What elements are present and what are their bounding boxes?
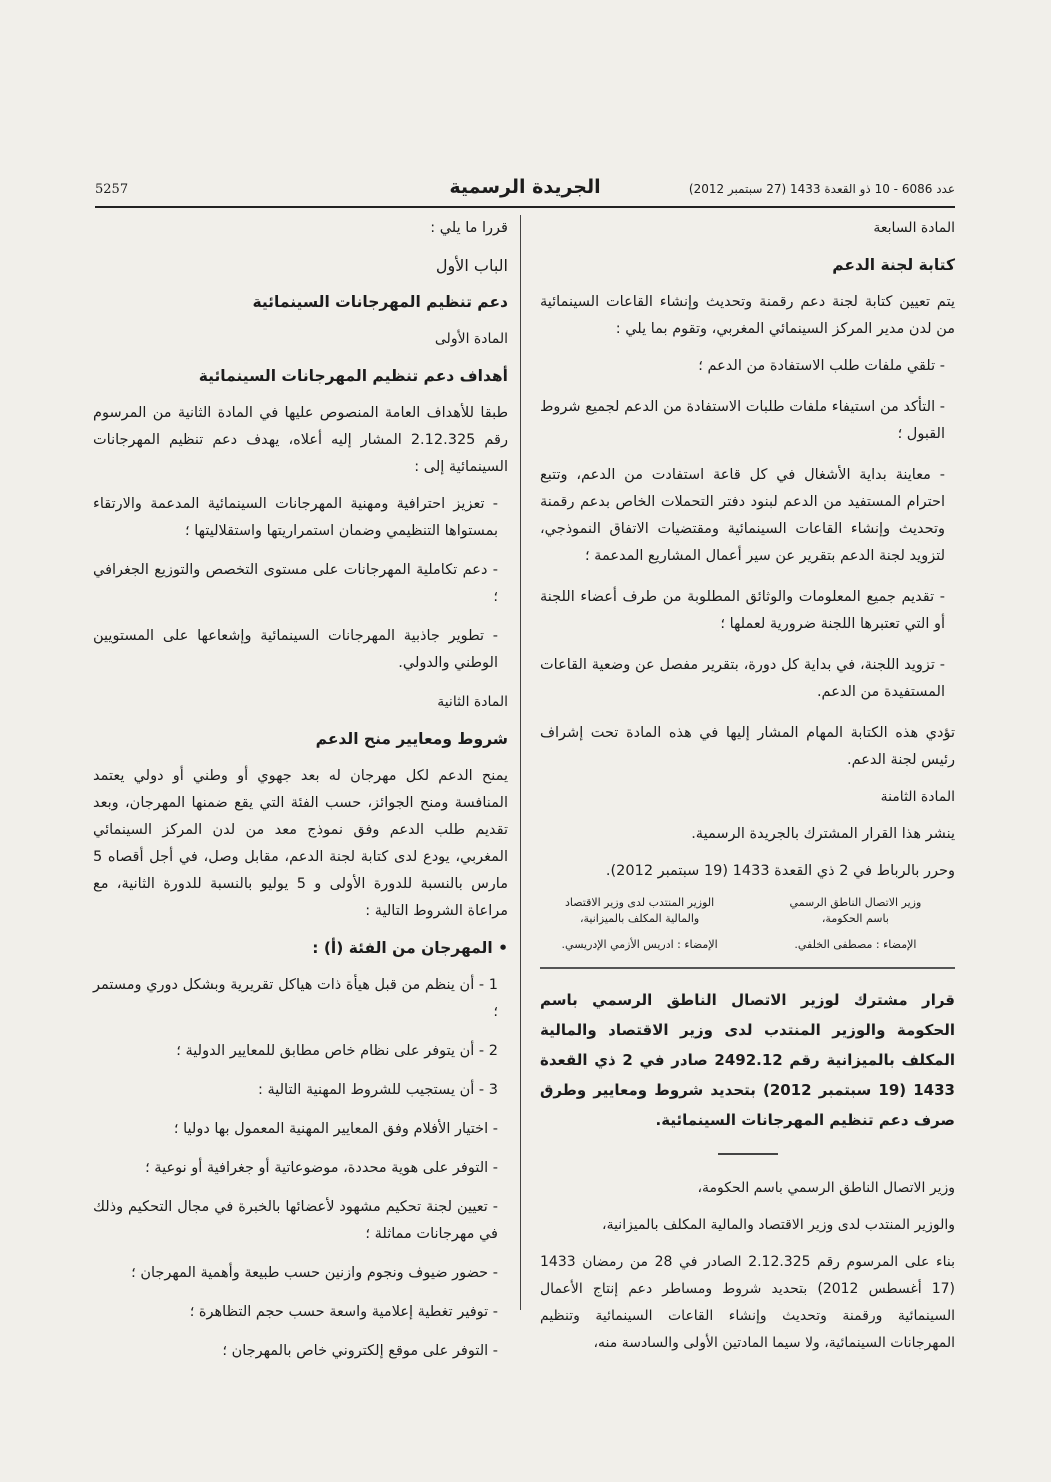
preamble-line: وزير الاتصال الناطق الرسمي باسم الحكومة، bbox=[697, 1180, 955, 1196]
list-item: - معاينة بداية الأشغال في كل قاعة استفادت من الدعم، وتتبع احترام المستفيد من الدعم لبنود دفتر التحملات الخاص بدعم رقمنة وتحديث وإنشاء القاعات السينمائية ومقتضيات الاتفاق النموذجي، لتزويد لجنة الدعم بتقرير عن سير أعمال المشاريع المدعمة ؛ bbox=[540, 467, 945, 564]
right-column bbox=[540, 215, 955, 1367]
list-item: - التوفر على موقع إلكتروني خاص بالمهرجان ؛ bbox=[222, 1343, 498, 1359]
list-item: - التأكد من استيفاء ملفات طلبات الاستفادة من الدعم لجميع شروط القبول ؛ bbox=[540, 399, 945, 442]
list-item: 1 - أن ينظم من قبل هيأة ذات هياكل تقريرية وبشكل دوري ومستمر ؛ bbox=[93, 977, 498, 1020]
signatures-names bbox=[540, 937, 955, 953]
article-2-title: شروط ومعايير منح الدعم bbox=[315, 730, 508, 748]
section-separator bbox=[540, 967, 955, 969]
signatures-titles bbox=[540, 895, 955, 927]
preamble-line: بناء على المرسوم رقم 2.12.325 الصادر في 28 من رمضان 1433 (17 أغسطس 2012) بتحديد شروط ومساطر دعم إنتاج الأعمال السينمائية ورقمنة وتحديث وإنشاء القاعات السينمائية وتنظيم المهرجانات السينمائية، ولا سيما المادتين الأولى والسادسة منه، bbox=[540, 1254, 955, 1351]
article-1-label: المادة الأولى bbox=[434, 331, 508, 347]
list-item: - تزويد اللجنة، في بداية كل دورة، بتقرير مفصل عن وضعية القاعات المستفيدة من الدعم. bbox=[540, 657, 945, 700]
list-item: - تلقي ملفات طلب الاستفادة من الدعم ؛ bbox=[698, 358, 945, 374]
gazette-title: الجريدة الرسمية bbox=[449, 176, 601, 198]
signatory-right-title: وزير الاتصال الناطق الرسمي باسم الحكومة، bbox=[789, 896, 922, 925]
article-7-title: كتابة لجنة الدعم bbox=[832, 256, 955, 274]
decided-text: قررا ما يلي : bbox=[430, 220, 508, 236]
list-item: - تعيين لجنة تحكيم مشهود لأعضائها بالخبرة في مجال التحكيم وذلك في مهرجانات مماثلة ؛ bbox=[93, 1199, 498, 1242]
article-7-label: المادة السابعة bbox=[873, 220, 955, 236]
article-7-closing: تؤدي هذه الكتابة المهام المشار إليها في هذه المادة تحت إشراف رئيس لجنة الدعم. bbox=[540, 725, 955, 768]
chapter-title: دعم تنظيم المهرجانات السينمائية bbox=[252, 293, 508, 311]
list-item: - توفير تغطية إعلامية واسعة حسب حجم التظاهرة ؛ bbox=[189, 1304, 498, 1320]
list-item: - اختيار الأفلام وفق المعايير المهنية المعمول بها دوليا ؛ bbox=[173, 1121, 498, 1137]
left-column bbox=[93, 215, 508, 1377]
list-item: - التوفر على هوية محددة، موضوعاتية أو جغرافية أو نوعية ؛ bbox=[145, 1160, 498, 1176]
article-1-intro: طبقا للأهداف العامة المنصوص عليها في المادة الثانية من المرسوم رقم 2.12.325 المشار إليه أعلاه، يهدف دعم تنظيم المهرجانات السينمائية إلى : bbox=[93, 405, 508, 475]
article-8-text: ينشر هذا القرار المشترك بالجريدة الرسمية. bbox=[691, 826, 955, 842]
issue-info: عدد 6086 - 10 ذو القعدة 1433 (27 سبتمبر 2012) bbox=[688, 182, 955, 196]
list-item: - حضور ضيوف ونجوم وازنين حسب طبيعة وأهمية المهرجان ؛ bbox=[131, 1265, 498, 1281]
list-item: - تطوير جاذبية المهرجانات السينمائية وإشعاعها على المستويين الوطني والدولي. bbox=[93, 628, 498, 671]
preamble-line: والوزير المنتدب لدى وزير الاقتصاد والمالية المكلف بالميزانية، bbox=[602, 1217, 955, 1233]
list-item: 3 - أن يستجيب للشروط المهنية التالية : bbox=[257, 1082, 498, 1098]
list-item: 2 - أن يتوفر على نظام خاص مطابق للمعايير الدولية ؛ bbox=[176, 1043, 498, 1059]
list-item: - دعم تكاملية المهرجانات على مستوى التخصص والتوزيع الجغرافي ؛ bbox=[93, 562, 498, 605]
article-2-text: يمنح الدعم لكل مهرجان له بعد جهوي أو وطني أو دولي يعتمد المنافسة ومنح الجوائز، حسب الفئة التي يقع ضمنها المهرجان، وبعد تقديم طلب الدعم وفق نموذج معد من لدن المركز السينمائي المغربي، يودع لدى كتابة لجنة الدعم، مقابل وصل، في أجل أقصاه 5 مارس بالنسبة للدورة الأولى و 5 يوليو بالنسبة للدورة الثانية، مع مراعاة الشروط التالية : bbox=[93, 768, 508, 919]
short-separator bbox=[718, 1153, 778, 1155]
article-1-title: أهداف دعم تنظيم المهرجانات السينمائية bbox=[198, 367, 508, 385]
signatory-right-name: الإمضاء : مصطفى الخلفي. bbox=[794, 938, 917, 951]
list-item: - تقديم جميع المعلومات والوثائق المطلوبة من طرف أعضاء اللجنة أو التي تعتبرها اللجنة ضرورية لعملها ؛ bbox=[540, 589, 945, 632]
chapter-label: الباب الأول bbox=[435, 256, 508, 275]
page-header bbox=[95, 176, 955, 208]
signatory-left-name: الإمضاء : ادريس الأزمي الإدريسي. bbox=[561, 938, 718, 951]
list-item: - تعزيز احترافية ومهنية المهرجانات السينمائية المدعمة والارتقاء بمستواها التنظيمي وضمان استمراريتها واستقلاليتها ؛ bbox=[93, 496, 498, 539]
category-a-heading: • المهرجان من الفئة (أ) : bbox=[312, 939, 508, 957]
page-number: 5257 bbox=[95, 182, 129, 197]
signatory-left-title: الوزير المنتدب لدى وزير الاقتصاد والمالية المكلف بالميزانية، bbox=[564, 896, 715, 925]
signed-line: وحرر بالرباط في 2 ذي القعدة 1433 (19 سبتمبر 2012). bbox=[605, 863, 955, 879]
joint-decree-title: قرار مشترك لوزير الاتصال الناطق الرسمي باسم الحكومة والوزير المنتدب لدى وزير الاقتصاد والمالية المكلف بالميزانية رقم 2492.12 صادر في 2 ذي القعدة 1433 (19 سبتمبر 2012) بتحديد شروط ومعايير وطرق صرف دعم تنظيم المهرجانات السينمائية. bbox=[540, 991, 955, 1129]
column-divider bbox=[520, 215, 521, 1310]
article-7-intro: يتم تعيين كتابة لجنة دعم رقمنة وتحديث وإنشاء القاعات السينمائية من لدن مدير المركز السينمائي المغربي، وتقوم بما يلي : bbox=[540, 294, 955, 337]
article-2-label: المادة الثانية bbox=[437, 694, 508, 710]
article-8-label: المادة الثامنة bbox=[880, 789, 955, 805]
